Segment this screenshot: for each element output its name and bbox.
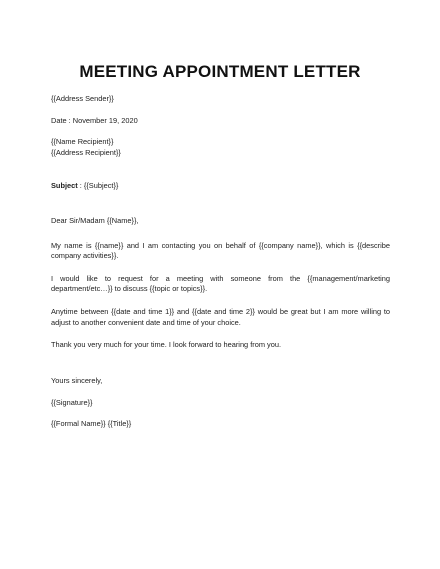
- letter-body: [51, 94, 390, 430]
- paragraph-thanks: Thank you very much for your time. I look forward to hearing from you.: [51, 340, 282, 350]
- paragraph-request: I would like to request for a meeting with someone from the {{management/marketing department/etc…}} to discuss {{topic or topics}}.: [51, 273, 390, 294]
- paragraph-intro: My name is {{name}} and I am contacting you on behalf of {{company name}}, which is {{describe company activities}}.: [51, 240, 390, 261]
- name-recipient: {{Name Recipient}}: [51, 137, 114, 147]
- letter-title: MEETING APPOINTMENT LETTER: [79, 62, 361, 81]
- paragraph-availability: Anytime between {{date and time 1}} and {{date and time 2}} would be great but I am more willing to adjust to another convenient date and time of your choice.: [51, 306, 390, 327]
- address-sender: {{Address Sender}}: [51, 94, 114, 103]
- salutation: Dear Sir/Madam {{Name}},: [51, 215, 139, 225]
- subject-value: : {{Subject}}: [77, 181, 119, 191]
- formal-name-title: {{Formal Name}} {{Title}}: [51, 418, 132, 428]
- subject-label: Subject: [51, 181, 78, 191]
- date-line: Date : November 19, 2020: [51, 115, 138, 125]
- address-recipient: {{Address Recipient}}: [51, 147, 121, 157]
- closing: Yours sincerely,: [51, 375, 103, 385]
- subject-line: [51, 181, 390, 192]
- signature: {{Signature}}: [51, 398, 93, 408]
